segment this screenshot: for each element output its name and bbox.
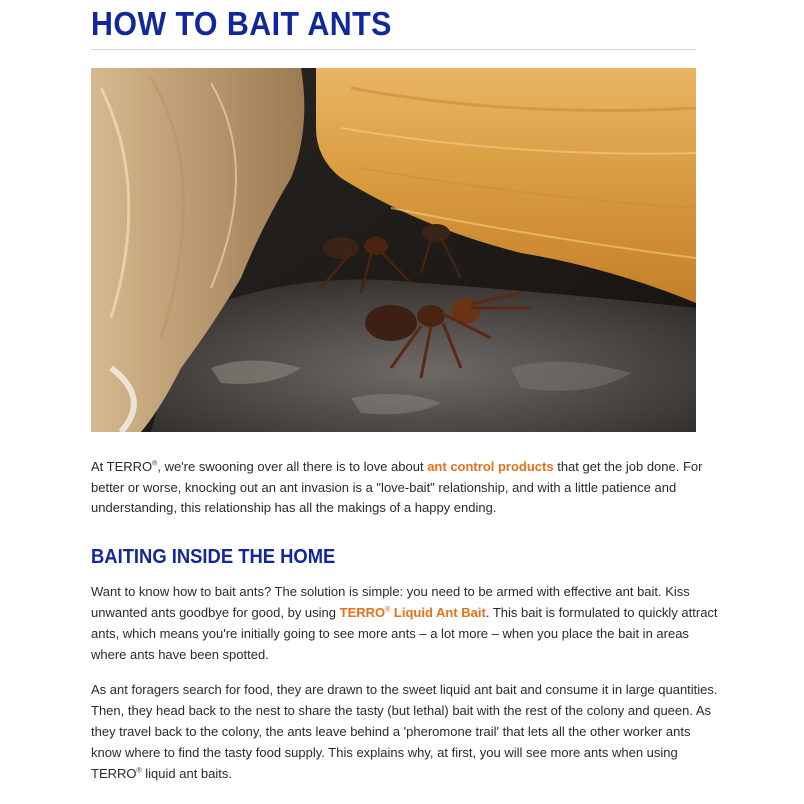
- intro-text: , we're swooning over all there is to love about: [157, 459, 428, 474]
- link-brand: TERRO: [339, 605, 386, 620]
- para2-text: As ant foragers search for food, they are drawn to the sweet liquid ant bait and consume it in large quantities. Then, they head back to the nest to share the tasty (but lethal) bait with the rest of the colony and queen. As they travel back to the colony, the ants leave behind a 'pheromone trail' that lets all the other worker ants know where to find the tasty food supply. This explains why, at first, you will see more ants when using TERRO: [91, 682, 718, 781]
- baiting-paragraph-2: [91, 679, 721, 784]
- page-title: HOW TO BAIT ANTS: [91, 5, 392, 42]
- registered-mark: ®: [385, 606, 391, 614]
- title-divider: [91, 49, 696, 50]
- intro-text-rest: that get the job done. For better or worse, knocking out an ant invasion is a "love-bait" relationship, and with a little patience and understanding, this relationship has all the makings of a happy ending.: [91, 459, 703, 515]
- para1-text-rest: . This bait is formulated to quickly attract ants, which means you're initially going to see more ants – a lot more – when you place the bait in areas where ants have been spotted.: [91, 605, 718, 662]
- intro-paragraph: [91, 457, 711, 519]
- link-rest: Liquid Ant Bait: [390, 605, 486, 620]
- terro-liquid-ant-bait-link[interactable]: [340, 605, 486, 620]
- para2-text-end: liquid ant baits.: [141, 766, 233, 781]
- registered-mark: ®: [136, 767, 142, 775]
- para1-text: Want to know how to bait ants? The solution is simple: you need to be armed with effective ant bait. Kiss unwanted ants goodbye for good, by using: [91, 584, 690, 620]
- baiting-paragraph-1: [91, 581, 721, 665]
- intro-text-brand: At TERRO: [91, 459, 153, 474]
- ant-control-products-link[interactable]: ant control products: [427, 459, 554, 474]
- section-heading-baiting-inside: BAITING INSIDE THE HOME: [91, 546, 336, 568]
- registered-mark: ®: [152, 460, 158, 468]
- hero-image: [91, 68, 696, 432]
